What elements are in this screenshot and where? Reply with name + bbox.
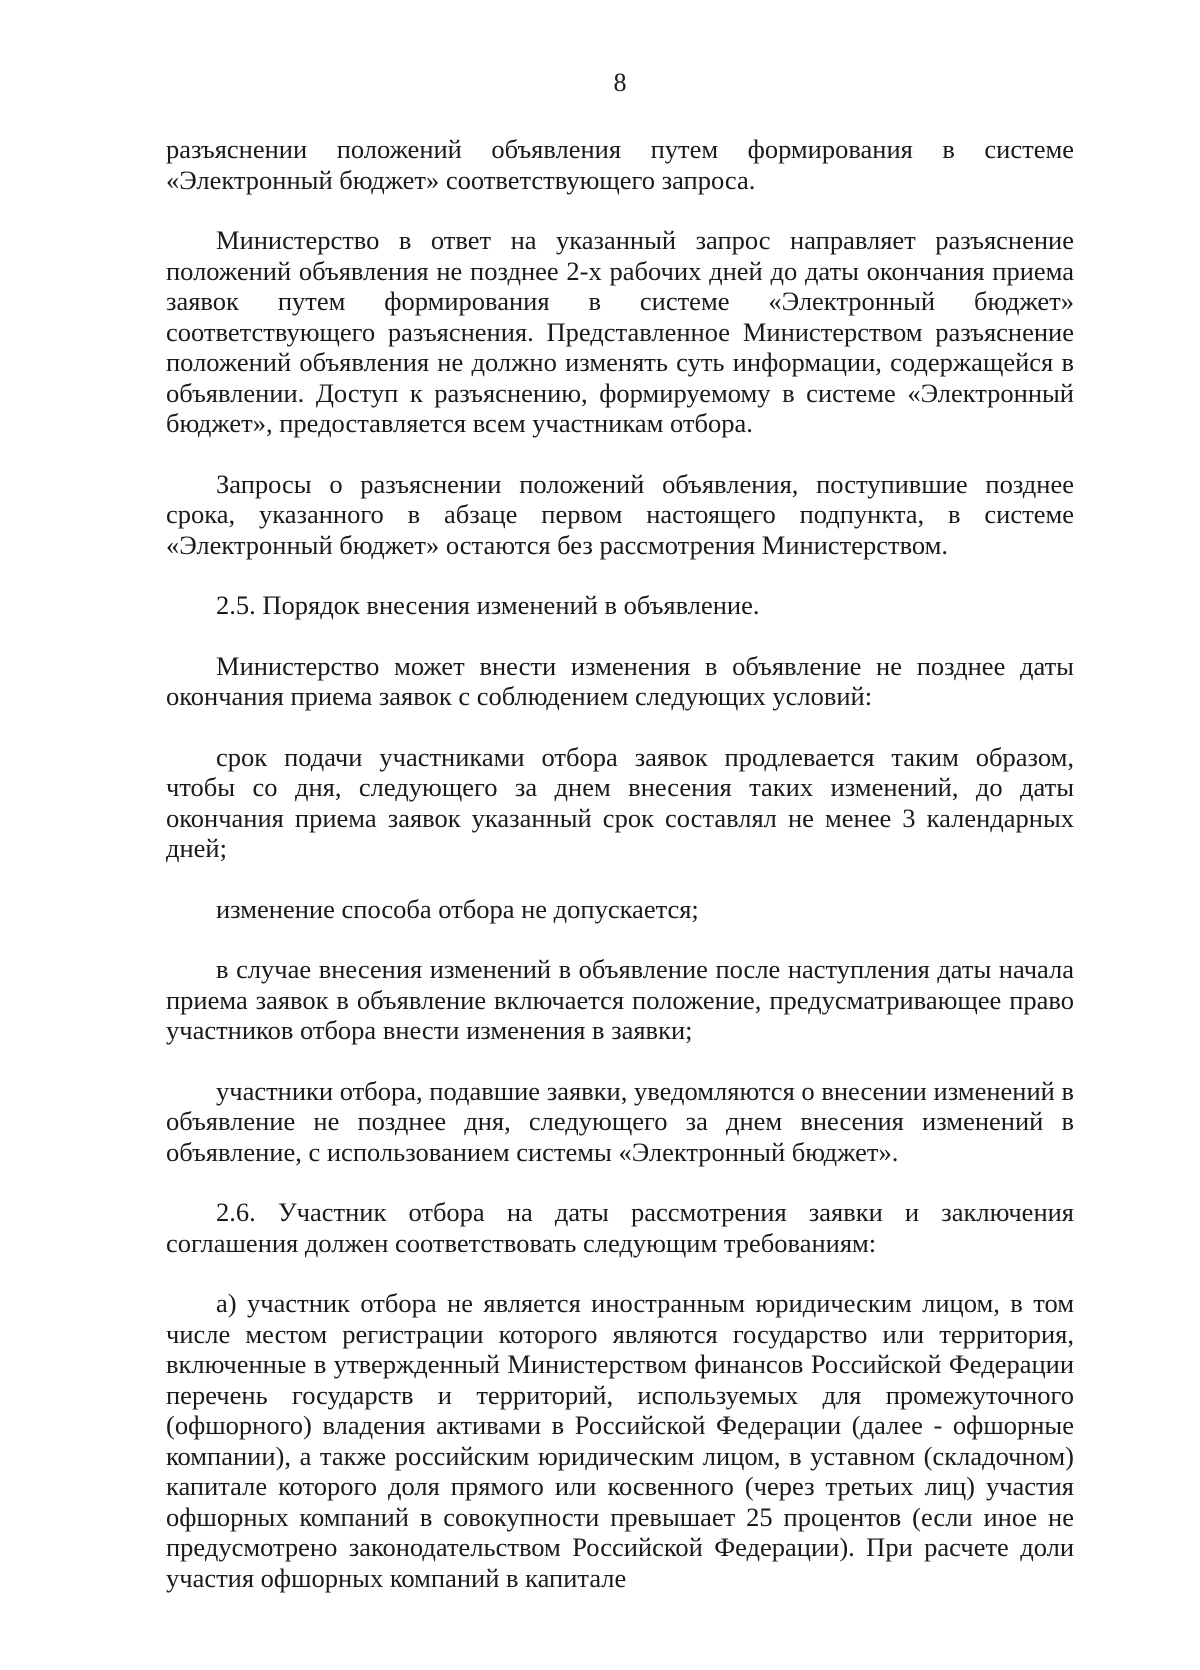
section-heading-2-5: 2.5. Порядок внесения изменений в объявление. [216, 590, 760, 620]
paragraph-condition-notification: участники отбора, подавшие заявки, уведомляются о внесении изменений в объявление не позднее дня, следующего за днем внесения изменений в объявление, с использованием системы «Электронный бюджет». [166, 1075, 1074, 1167]
paragraph-late-requests: Запросы о разъяснении положений объявления, поступившие позднее срока, указанного в абзаце первом настоящего подпункта, в системе «Электронный бюджет» остаются без рассмотрения Министерством. [166, 468, 1074, 560]
paragraph-condition-method: изменение способа отбора не допускается; [216, 893, 699, 924]
paragraph-condition-rights: в случае внесения изменений в объявление после наступления даты начала приема заявок в объявление включается положение, предусматривающее право участников отбора внести изменения в заявки; [166, 954, 1074, 1045]
paragraph-continuation: разъяснении положений объявления путем формирования в системе «Электронный бюджет» соответствующего запроса. [166, 134, 1074, 195]
page-number: 8 [613, 68, 627, 97]
paragraph-amendments-intro: Министерство может внести изменения в объявление не позднее даты окончания приема заявок с соблюдением следующих условий: [166, 650, 1074, 711]
document-body [166, 134, 1074, 1593]
paragraph-ministry-response: Министерство в ответ на указанный запрос направляет разъяснение положений объявления не позднее 2-х рабочих дней до даты окончания приема заявок путем формирования в системе «Электронный бюджет» соответствующего разъяснения. Представленное Министерством разъяснение положений объявления не должно изменять суть информации, содержащейся в объявлении. Доступ к разъяснению, формируемому в системе «Электронный бюджет», предоставляется всем участникам отбора. [166, 225, 1074, 438]
paragraph-condition-deadline: срок подачи участниками отбора заявок продлевается таким образом, чтобы со дня, следующего за днем внесения таких изменений, до даты окончания приема заявок указанный срок составлял не менее 3 календарных дней; [166, 741, 1074, 863]
paragraph-requirement-a: а) участник отбора не является иностранным юридическим лицом, в том числе местом регистрации которого являются государство или территория, включенные в утвержденный Министерством финансов Российской Федерации перечень государств и территорий, используемых для промежуточного (офшорного) владения активами в Российской Федерации (далее - офшорные компании), а также российским юридическим лицом, в уставном (складочном) капитале которого доля прямого или косвенного (через третьих лиц) участия офшорных компаний в совокупности превышает 25 процентов (если иное не предусмотрено законодательством Российской Федерации). При расчете доли участия офшорных компаний в капитале [166, 1288, 1074, 1593]
section-heading-2-6: 2.6. Участник отбора на даты рассмотрения заявки и заключения соглашения должен соответствовать следующим требованиям: [166, 1197, 1074, 1258]
